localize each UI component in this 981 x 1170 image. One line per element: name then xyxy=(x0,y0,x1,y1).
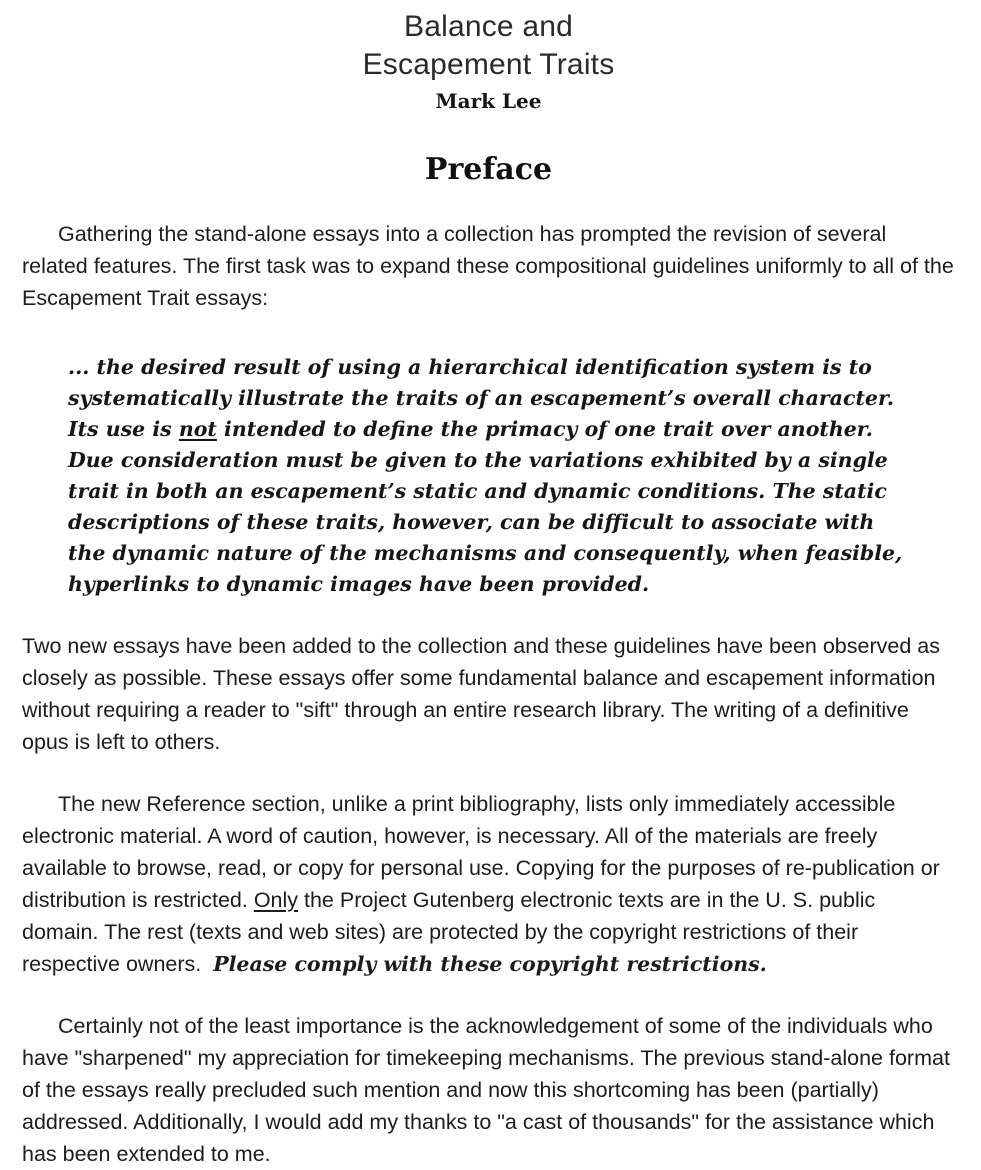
text-segment: The new Reference section, unlike a print bibliography, lists only immediately accessible electronic material. A word of caution, however, is necessary. All of the materials are freely available to browse, read, or copy for personal use. Copying for the purposes of re-publication or distribution is restricted. xyxy=(22,792,940,912)
text-segment-underline: Only xyxy=(253,888,299,912)
document-header xyxy=(22,8,955,114)
text-segment-bolditalic: Please comply with these copyright restrictions. xyxy=(213,952,767,976)
paragraph-intro: Gathering the stand-alone essays into a collection has prompted the revision of several related features. The first task was to expand these compositional guidelines uniformly to all of the Escapement Trait essays: xyxy=(22,222,954,310)
text-segment-underline: not xyxy=(178,417,217,441)
author-name: Mark Lee xyxy=(435,89,542,113)
paragraph-acknowledgements: Certainly not of the least importance is the acknowledgement of some of the individuals who have "sharpened" my appreciation for timekeeping mechanisms. The previous stand-alone format of the essays really precluded such mention and now this shortcoming has been (partially) addressed. Additionally, I would add my thanks to "a cast of thousands" for the assistance which has been extended to me. xyxy=(22,1014,950,1166)
guidelines-blockquote xyxy=(68,352,905,600)
text-segment: ... the desired result of using a hierarchical identification system is to systematically illustrate the traits of an escapement’s overall character. Its use is xyxy=(68,355,895,441)
text-segment: intended to define the primacy of one trait over another. Due consideration must be given to the variations exhibited by a single trait in both an escapement’s static and dynamic conditions. The static descriptions of these traits, however, can be difficult to associate with the dynamic nature of the mechanisms and consequently, when feasible, hyperlinks to dynamic images have been provided. xyxy=(68,417,903,596)
paragraph-new-essays: Two new essays have been added to the collection and these guidelines have been observed as closely as possible. These essays offer some fundamental balance and escapement information without requiring a reader to "sift" through an entire research library. The writing of a definitive opus is left to others. xyxy=(22,634,940,754)
section-heading-preface: Preface xyxy=(424,152,553,187)
paragraph-reference-section xyxy=(22,788,955,980)
title-line-1: Balance and xyxy=(403,10,573,43)
text-segment: the Project Gutenberg electronic texts are in the U. S. public domain. The rest (texts and web sites) are protected by the copyright restrictions of their respective owners. xyxy=(22,888,876,976)
document-title xyxy=(22,8,955,84)
title-line-2: Escapement Traits xyxy=(362,48,615,81)
